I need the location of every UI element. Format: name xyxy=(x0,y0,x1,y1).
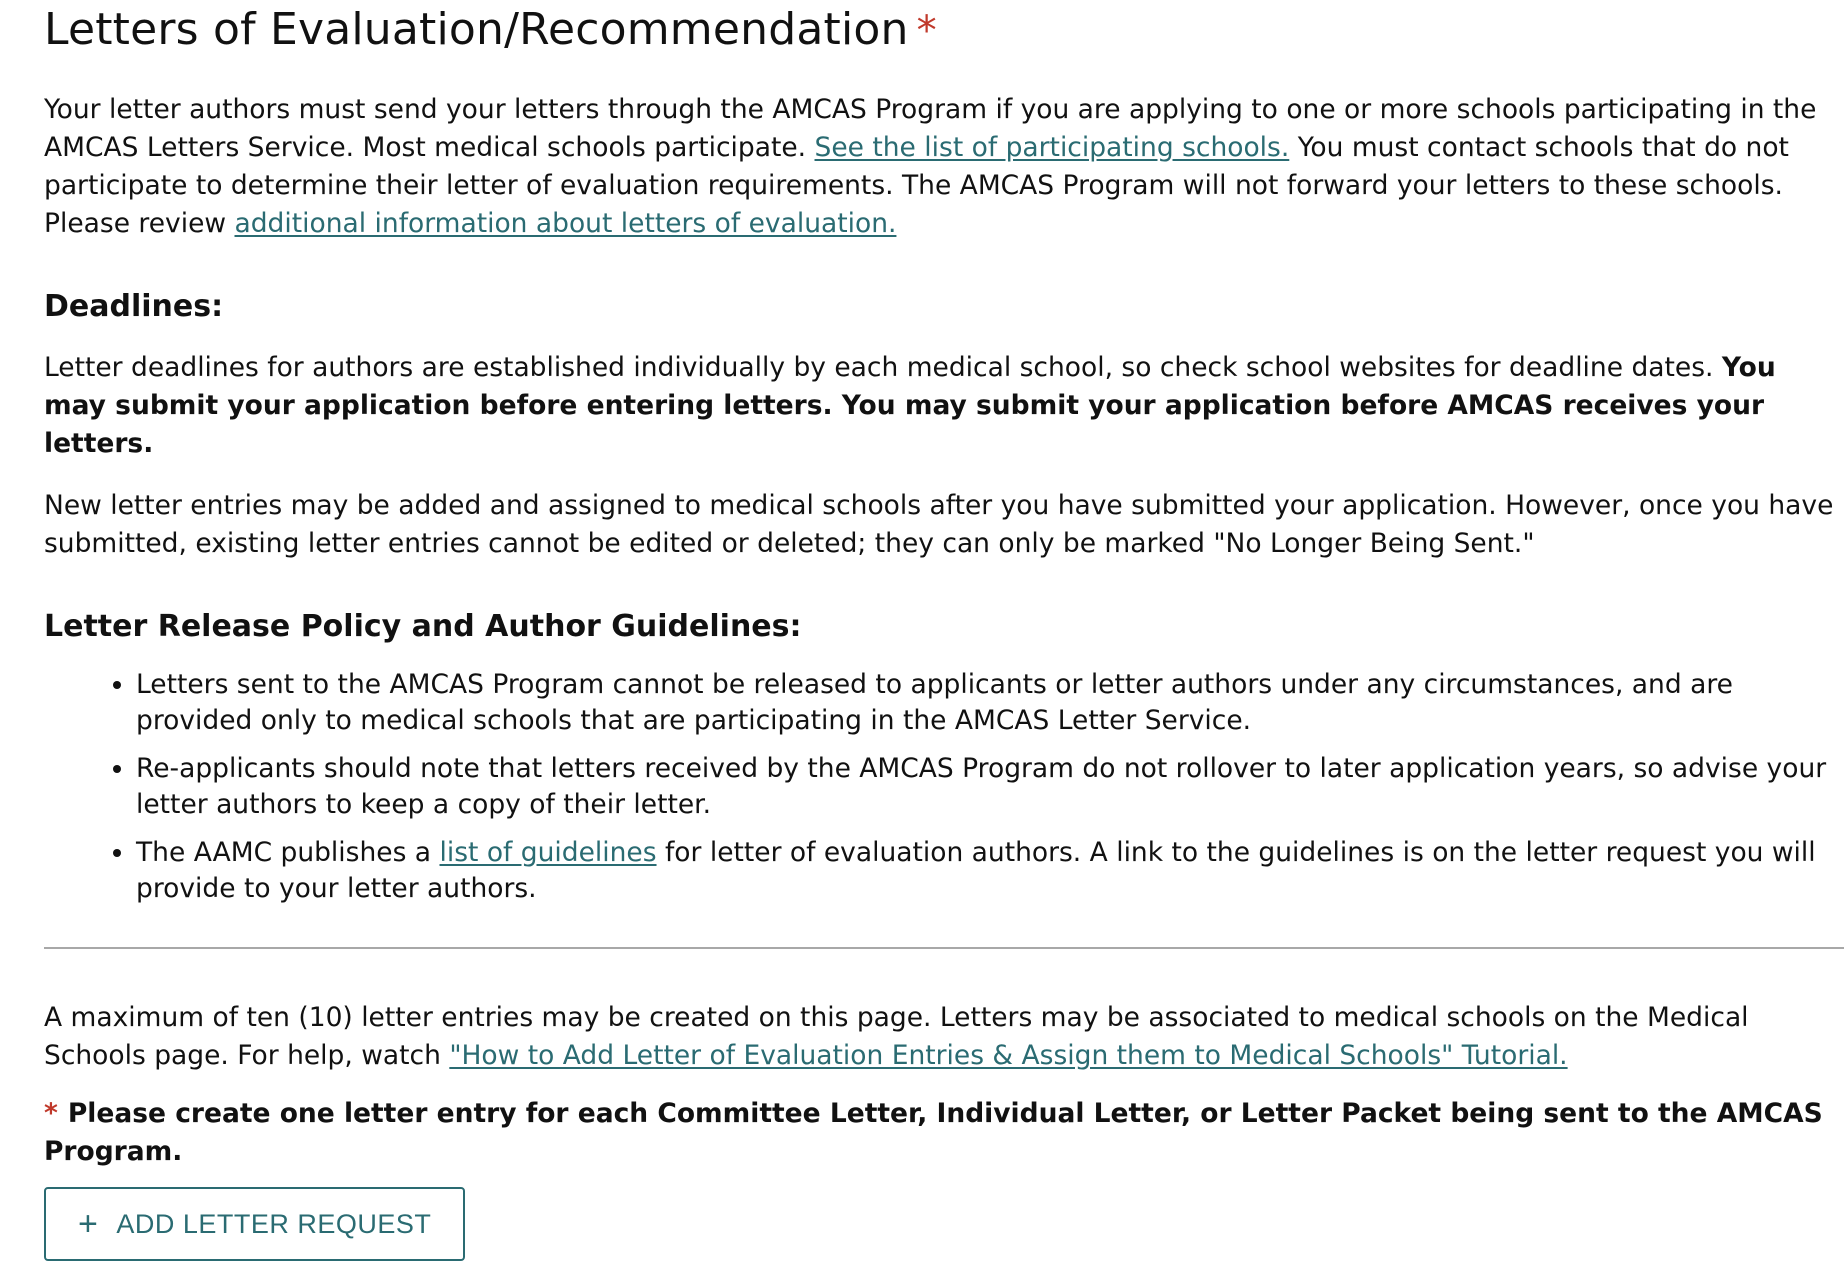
page-title xyxy=(44,0,1844,57)
release-policy-list xyxy=(44,667,1844,907)
list-item: • Re-applicants should note that letters received by the AMCAS Program do not rollover to later application years, so advise your letter authors to keep a copy of their letter. xyxy=(136,751,1844,823)
deadlines-bold-text: You may submit your application before entering letters. You may submit your application before AMCAS receives your letters. xyxy=(44,352,1776,459)
tutorial-link[interactable]: "How to Add Letter of Evaluation Entries & Assign them to Medical Schools" Tutorial. xyxy=(449,1040,1568,1071)
deadlines-paragraph-1 xyxy=(44,349,1844,463)
plus-icon: + xyxy=(78,1205,99,1243)
intro-paragraph xyxy=(44,91,1844,243)
note-required-marker: * xyxy=(44,1098,58,1129)
intro-text-1: Your letter authors must send your letters through the AMCAS Program if you are applying to one or more schools participating in the AMCAS Letters Service. Most medical schools participate. xyxy=(44,94,1817,163)
list-item xyxy=(136,835,1844,907)
page-title-text: Letters of Evaluation/Recommendation xyxy=(44,4,909,55)
guidelines-text-post: for letter of evaluation authors. A link to the guidelines is on the letter request you will provide to your letter authors. xyxy=(136,837,1816,904)
entries-note xyxy=(44,1095,1844,1171)
guidelines-text-pre: The AAMC publishes a xyxy=(136,837,432,868)
deadlines-text-1: Letter deadlines for authors are established individually by each medical school, so check school websites for deadline dates. xyxy=(44,352,1714,383)
additional-info-link[interactable]: additional information about letters of evaluation. xyxy=(234,208,897,239)
add-letter-request-label: ADD LETTER REQUEST xyxy=(116,1208,432,1239)
participating-schools-link[interactable]: See the list of participating schools. xyxy=(814,132,1290,163)
letters-page xyxy=(44,0,1844,1261)
list-item: • Letters sent to the AMCAS Program cannot be released to applicants or letter authors under any circumstances, and are provided only to medical schools that are participating in the AMCAS Letter Service. xyxy=(136,667,1844,739)
intro-text-2: You must contact schools that do not participate to determine their letter of evaluation requirements. The AMCAS Program will not forward your letters to these schools. Please review xyxy=(44,132,1789,239)
guidelines-link[interactable]: list of guidelines xyxy=(439,837,657,868)
deadlines-heading: Deadlines: xyxy=(44,289,224,324)
deadlines-paragraph-2: New letter entries may be added and assigned to medical schools after you have submitted your application. However, once you have submitted, existing letter entries cannot be edited or deleted; they can only be marked "No Longer Being Sent." xyxy=(44,490,1834,559)
release-policy-heading: Letter Release Policy and Author Guidelines: xyxy=(44,609,802,644)
note-text: Please create one letter entry for each Committee Letter, Individual Letter, or Letter Packet being sent to the AMCAS Program. xyxy=(44,1098,1823,1167)
section-divider xyxy=(44,947,1844,949)
entries-paragraph xyxy=(44,999,1844,1075)
required-marker: * xyxy=(916,8,937,54)
add-letter-request-button[interactable] xyxy=(44,1187,465,1261)
entries-text: A maximum of ten (10) letter entries may be created on this page. Letters may be associated to medical schools on the Medical Schools page. For help, watch xyxy=(44,1002,1749,1071)
